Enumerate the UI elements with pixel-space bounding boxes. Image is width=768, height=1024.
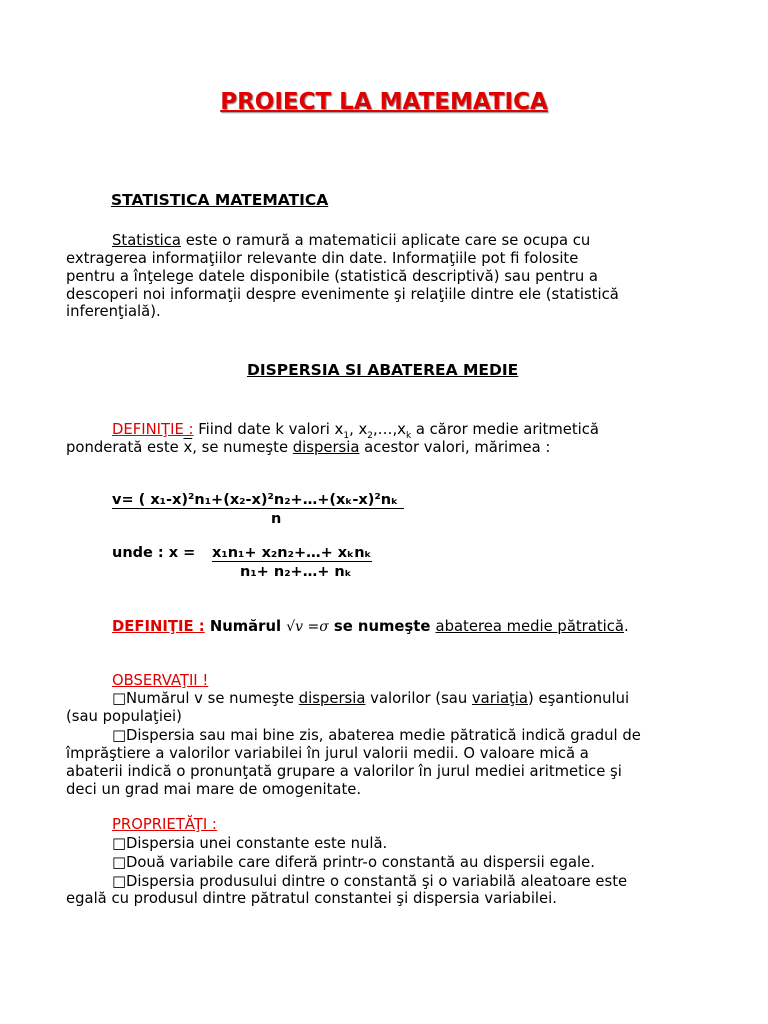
definition-label: DEFINIŢIE : <box>112 421 194 438</box>
definition-line-2 <box>112 618 629 636</box>
text-span: ,…,x <box>372 421 406 438</box>
term-dispersia: dispersia <box>292 439 360 456</box>
paragraph-line: descoperi noi informaţii despre evenimente şi relaţiile dintre ele (statistică <box>66 286 619 303</box>
formula-medie-numerator: x₁n₁+ x₂n₂+…+ xₖnₖ <box>212 545 372 561</box>
text-span: , x <box>349 421 368 438</box>
text-span: . <box>623 618 629 635</box>
text-span: □Numărul v se numeşte <box>112 690 299 707</box>
observatie-line: □Dispersia sau mai bine zis, abaterea medie pătratică indică gradul de <box>112 727 641 744</box>
text-span: ponderată este <box>66 439 184 456</box>
sqrt-formula: √v =σ <box>286 619 329 635</box>
observatie-line: abaterii indică o pronunţată grupare a valorilor în jurul mediei aritmetice şi <box>66 763 622 780</box>
section-heading-dispersia: DISPERSIA SI ABATEREA MEDIE <box>247 361 519 379</box>
text-span: Fiind date k valori x <box>193 421 344 438</box>
paragraph-line: inferenţială). <box>66 303 161 320</box>
section-heading-statistica: STATISTICA MATEMATICA <box>111 191 329 209</box>
text-span: este o ramură a matematicii aplicate care se ocupa cu <box>181 232 591 249</box>
paragraph-line: extragerea informaţiilor relevante din date. Informaţiile pot fi folosite <box>66 250 579 267</box>
term-dispersia: dispersia <box>298 690 366 707</box>
text-span: valorilor (sau <box>365 690 472 707</box>
text-span: a căror medie aritmetică <box>411 421 599 438</box>
definition-line <box>66 439 550 457</box>
term-abaterea: abaterea medie pătratică <box>435 618 624 635</box>
text-span: acestor valori, mărimea : <box>359 439 551 456</box>
text-span: Numărul <box>204 618 287 635</box>
text-span: ) eşantionului <box>528 690 630 707</box>
proprietate-line: egală cu produsul dintre pătratul constantei şi dispersia variabilei. <box>66 890 557 907</box>
term-variatia: variaţia <box>471 690 528 707</box>
formula-dispersie-denominator: n <box>271 511 282 527</box>
proprietate-line: □Două variabile care diferă printr-o constantă au dispersii egale. <box>112 854 595 871</box>
observatii-label: OBSERVAŢII ! <box>112 672 209 689</box>
paragraph-line <box>112 232 590 250</box>
observatie-line: (sau populaţiei) <box>66 708 182 725</box>
observatie-line: împrăştiere a valorilor variabilei în jurul valorii medii. O valoare mică a <box>66 745 589 762</box>
xbar: $\overline{x}$ <box>183 439 193 456</box>
paragraph-line: pentru a înţelege datele disponibile (statistică descriptivă) sau pentru a <box>66 268 598 285</box>
proprietate-line: □Dispersia produsului dintre o constantă şi o variabilă aleatoare este <box>112 873 628 890</box>
observatie-line: deci un grad mai mare de omogenitate. <box>66 781 362 798</box>
definition-label: DEFINIŢIE : <box>112 618 205 635</box>
observatie-line <box>112 690 629 708</box>
text-span: , se numeşte <box>192 439 293 456</box>
page-title: PROIECT LA MATEMATICA <box>220 89 548 115</box>
proprietate-line: □Dispersia unei constante este nulă. <box>112 835 388 852</box>
formula-medie-label: unde : x = <box>112 545 196 561</box>
term-statistica: Statistica <box>112 232 181 249</box>
formula-medie-denominator: n₁+ n₂+…+ nₖ <box>240 564 352 580</box>
formula-dispersie-numerator: v= ( x₁-x)²n₁+(x₂-x)²n₂+…+(xₖ-x)²nₖ <box>112 492 404 509</box>
definition-line: DEFINIŢIE : Fiind date k valori $x_1$, $x_2,\dots,x_k$ a căror medie aritmetică <box>112 421 599 441</box>
proprietati-label: PROPRIETĂŢI : <box>112 816 217 833</box>
text-span: se numeşte <box>328 618 436 635</box>
